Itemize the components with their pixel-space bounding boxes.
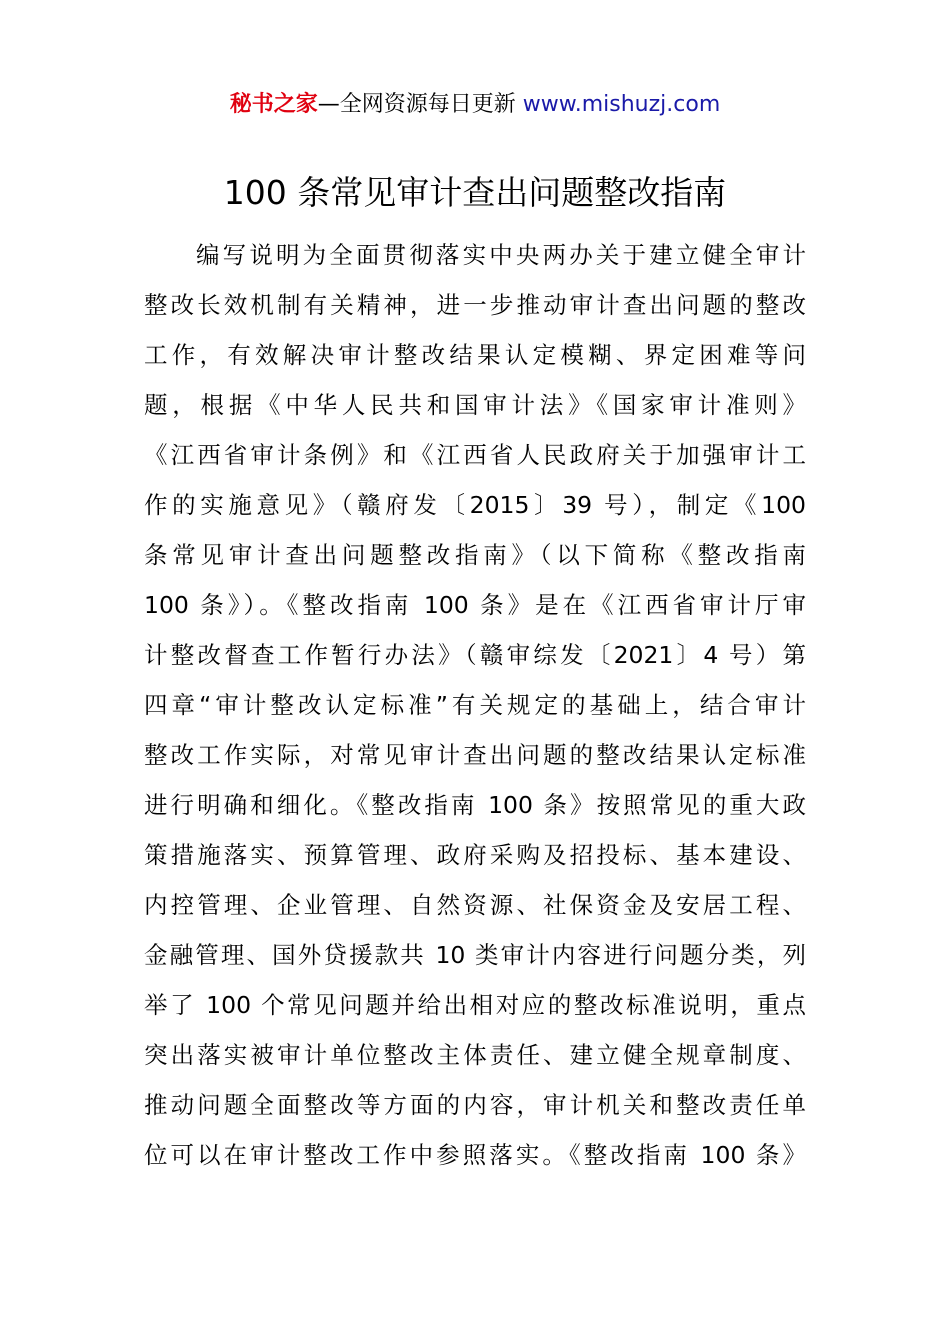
body-line: 位可以在审计整改工作中参照落实。《整改指南 100 条》 xyxy=(144,1141,806,1169)
body-line: 作的实施意见》（赣府发〔2015〕39 号），制定《100 xyxy=(144,491,806,519)
body-line: 《江西省审计条例》和《江西省人民政府关于加强审计工 xyxy=(144,441,806,469)
body-line: 100 条》）。《整改指南 100 条》是在《江西省审计厅审 xyxy=(144,591,806,619)
document-title: 100 条常见审计查出问题整改指南 xyxy=(223,173,727,212)
site-url-link[interactable]: www.mishuzj.com xyxy=(522,92,721,117)
body-line: 编写说明为全面贯彻落实中央两办关于建立健全审计 xyxy=(196,241,806,269)
site-brand: 秘书之家 xyxy=(229,92,318,117)
site-header xyxy=(0,88,950,122)
body-line: 推动问题全面整改等方面的内容，审计机关和整改责任单 xyxy=(144,1091,806,1119)
body-line: 工作，有效解决审计整改结果认定模糊、界定困难等问 xyxy=(144,341,806,369)
body-line: 题，根据《中华人民共和国审计法》《国家审计准则》 xyxy=(144,391,806,419)
body-line: 整改工作实际，对常见审计查出问题的整改结果认定标准 xyxy=(144,741,806,769)
body-line: 突出落实被审计单位整改主体责任、建立健全规章制度、 xyxy=(144,1041,806,1069)
document-body xyxy=(144,230,806,1180)
body-line: 四章“审计整改认定标准”有关规定的基础上，结合审计 xyxy=(144,691,806,719)
site-tagline: —全网资源每日更新 xyxy=(317,92,516,117)
body-line: 举了 100 个常见问题并给出相对应的整改标准说明，重点 xyxy=(144,991,806,1019)
body-line: 整改长效机制有关精神，进一步推动审计查出问题的整改 xyxy=(144,291,806,319)
body-line: 策措施落实、预算管理、政府采购及招投标、基本建设、 xyxy=(144,841,806,869)
body-line: 金融管理、国外贷援款共 10 类审计内容进行问题分类，列 xyxy=(144,941,806,969)
body-line: 计整改督查工作暂行办法》（赣审综发〔2021〕4 号）第 xyxy=(144,641,806,669)
body-line: 条常见审计查出问题整改指南》（以下简称《整改指南 xyxy=(144,541,806,569)
body-line: 内控管理、企业管理、自然资源、社保资金及安居工程、 xyxy=(144,891,806,919)
body-line: 进行明确和细化。《整改指南 100 条》按照常见的重大政 xyxy=(144,791,806,819)
